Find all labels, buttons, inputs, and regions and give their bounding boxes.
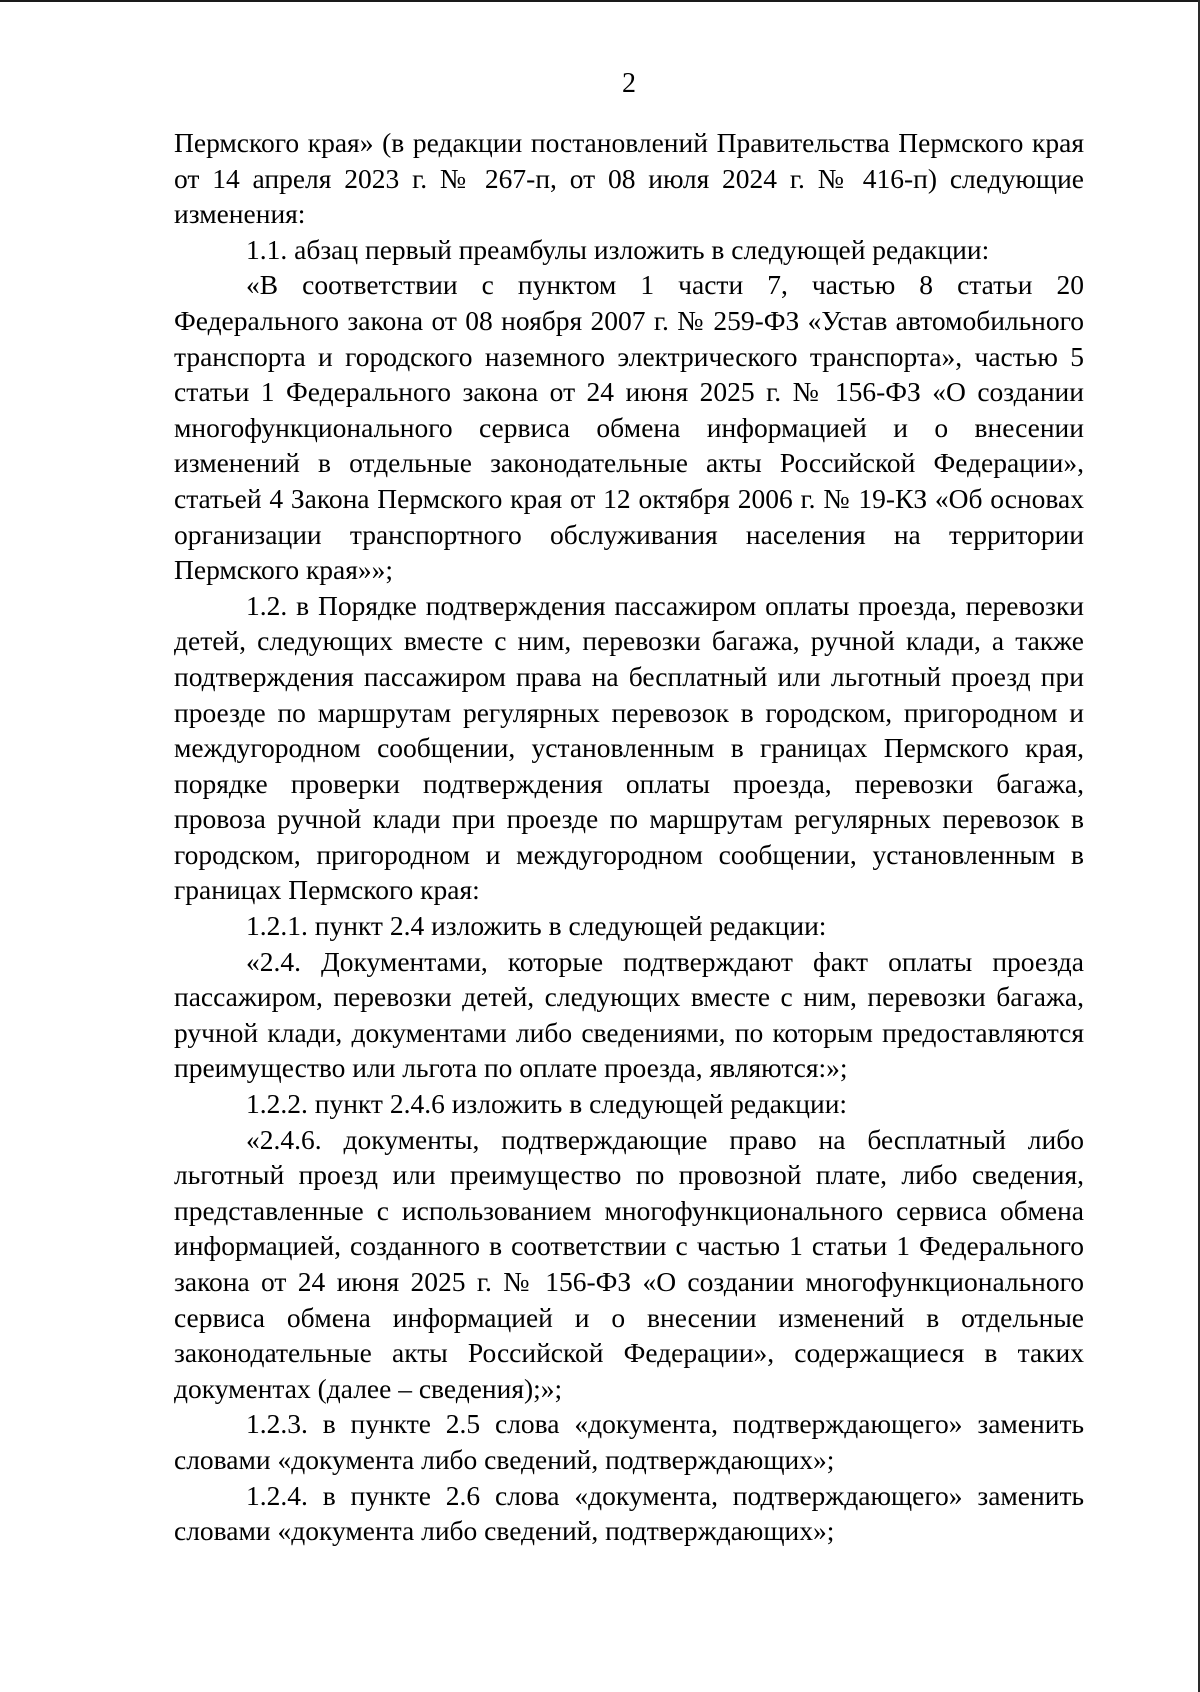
paragraph-1-2-4: 1.2.4. в пункте 2.6 слова «документа, подтверждающего» заменить словами «документа либо сведений, подтверждающих»; <box>174 1479 1084 1547</box>
scan-top-edge <box>0 0 1200 2</box>
paragraph-intro: Пермского края» (в редакции постановлений Правительства Пермского края от 14 апреля 2023 г. № 267-п, от 08 июля 2024 г. № 416-п) следующие изменения: <box>174 127 1084 230</box>
page-number: 2 <box>622 68 636 99</box>
paragraph-1-2: 1.2. в Порядке подтверждения пассажиром оплаты проезда, перевозки детей, следующих вместе с ним, перевозки багажа, ручной клади, а также подтверждения пассажиром права на бесплатный или льготный проезд при проезде по маршрутам регулярных перевозок в городском, пригородном и междугородном сообщении, установленным в границах Пермского края, порядке проверки подтверждения оплаты проезда, перевозки багажа, провоза ручной клади при проезде по маршрутам регулярных перевозок в городском, пригородном и междугородном сообщении, установленным в границах Пермского края: <box>174 589 1084 906</box>
document-body <box>174 125 1084 1549</box>
paragraph-1-2-2: 1.2.2. пункт 2.4.6 изложить в следующей редакции: <box>246 1088 848 1120</box>
paragraph-1-1: 1.1. абзац первый преамбулы изложить в следующей редакции: <box>246 233 990 265</box>
paragraph-1-2-1: 1.2.1. пункт 2.4 изложить в следующей редакции: <box>246 910 827 942</box>
paragraph-2-4-quote: «2.4. Документами, которые подтверждают факт оплаты проезда пассажиром, перевозки детей, следующих вместе с ним, перевозки багажа, ручной клади, документами либо сведениями, по которым предоставляются преимущество или льгота по оплате проезда, являются:»; <box>174 945 1084 1084</box>
paragraph-1-2-3: 1.2.3. в пункте 2.5 слова «документа, подтверждающего» заменить словами «документа либо сведений, подтверждающих»; <box>174 1408 1084 1475</box>
paragraph-2-4-6-quote: «2.4.6. документы, подтверждающие право на бесплатный либо льготный проезд или преимущество по провозной плате, либо сведения, представленные с использованием многофункционального сервиса обмена информацией, созданного в соответствии с частью 1 статьи 1 Федерального закона от 24 июня 2025 г. № 156-ФЗ «О создании многофункционального сервиса обмена информацией и о внесении изменений в отдельные законодательные акты Российской Федерации», содержащиеся в таких документах (далее – сведения);»; <box>174 1123 1084 1404</box>
paragraph-preamble-quote: «В соответствии с пунктом 1 части 7, частью 8 статьи 20 Федерального закона от 08 ноября 2007 г. № 259-ФЗ «Устав автомобильного транспорта и городского наземного электрического транспорта», частью 5 статьи 1 Федерального закона от 24 июня 2025 г. № 156-ФЗ «О создании многофункционального сервиса обмена информацией и о внесении изменений в отдельные законодательные акты Российской Федерации», статьей 4 Закона Пермского края от 12 октября 2006 г. № 19-КЗ «Об основах организации транспортного обслуживания населения на территории Пермского края»»; <box>174 269 1084 586</box>
